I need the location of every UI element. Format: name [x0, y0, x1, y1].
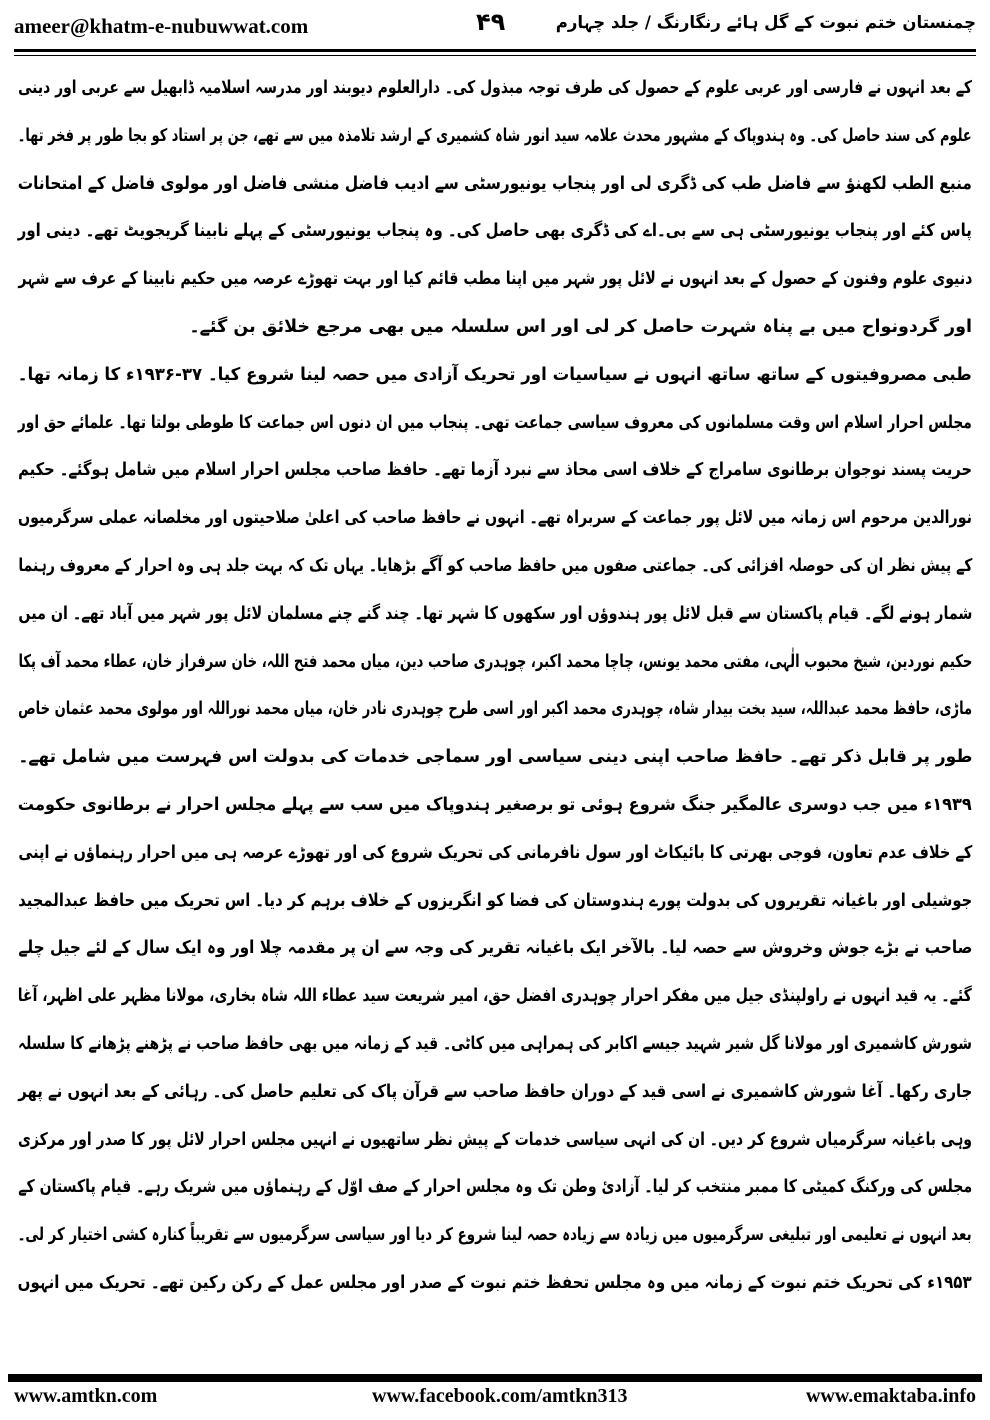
text-line: کے خلاف عدم تعاون، فوجی بھرتی کا بائیکاٹ اور سول نافرمانی کی تحریک شروع کی اور تھوڑے عرصہ ہی میں احرار رہنماؤں نے اپنی — [18, 842, 972, 863]
text-line-row — [18, 831, 972, 879]
text-line-row — [18, 448, 972, 496]
text-line: کے بعد انہوں نے فارسی اور عربی علوم کے حصول کی طرف توجہ مبذول کی۔ دارالعلوم دیوبند اور مدرسہ اسلامیہ ڈابھیل سے عربی اور دینی — [18, 78, 972, 98]
text-line: حریت پسند نوجوان برطانوی سامراج کے خلاف اسی محاذ سے نبرد آزما تھے۔ حافظ صاحب مجلس احرار اسلام میں شامل ہوگئے۔ حکیم — [18, 460, 972, 481]
text-line: ۱۹۳۹ء میں جب دوسری عالمگیر جنگ شروع ہوئی تو برصغیر ہندوپاک میں سب سے پہلے مجلس احرار نے برطانوی حکومت — [17, 794, 972, 815]
text-line: نورالدین مرحوم اس زمانہ میں لائل پور جماعت کے سربراہ تھے۔ انہوں نے حافظ صاحب کی اعلیٰ صلاحیتوں اور مخلصانہ عملی سرگرمیوں — [18, 508, 972, 529]
text-line-row — [18, 544, 972, 592]
footer-link-facebook[interactable]: www.facebook.com/amtkn313 — [372, 1385, 628, 1407]
text-line-row — [18, 974, 972, 1022]
text-line-row — [18, 257, 972, 305]
header-rule-thin — [14, 55, 976, 56]
footer-rule — [8, 1374, 982, 1382]
text-line: مجلس کی ورکنگ کمیٹی کا ممبر منتخب کر لیا۔ آزادئ وطن تک وہ مجلس احرار کے صف اوّل کے رہنماؤں میں شریک رہے۔ قیام پاکستان کے — [18, 1177, 972, 1198]
text-line: ماڑی، حافظ محمد عبداللہ، سید بخت بیدار شاہ، چوہدری محمد اکبر اور اسی طرح چوہدری نادر خان، میاں محمد نوراللہ اور مولوی محمد عثمان خاص — [17, 699, 972, 720]
text-line: جوشیلی اور باغیانہ تقریروں کی بدولت پورے ہندوستان کی فضا کو انگریزوں کے خلاف برہم کر دیا۔ اس تحریک میں حافظ عبدالمجید — [18, 890, 972, 911]
text-line: دنیوی علوم وفنون کے حصول کے بعد انہوں نے لائل پور شہر میں اپنا مطب قائم کیا اور بہت تھوڑے عرصہ میں حکیم نابینا کے عرف سے شہر — [17, 269, 972, 290]
book-title: چمنستان ختم نبوت کے گل ہائے رنگارنگ / جلد چہارم — [555, 13, 976, 33]
text-line-row — [18, 1213, 972, 1261]
header-email: ameer@khatm-e-nubuwwat.com — [14, 14, 309, 38]
text-line-row — [18, 687, 972, 735]
text-line-row — [18, 783, 972, 831]
text-line-row — [18, 1165, 972, 1213]
text-line: منبع الطب لکھنؤ سے فاضل طب کی ڈگری لی اور پنجاب یونیورسٹی سے ادیب فاضل منشی فاضل اور مولوی فاضل کے امتحانات — [17, 173, 972, 194]
text-line-row — [18, 1261, 972, 1309]
text-line-row — [18, 1070, 972, 1118]
text-line: جاری رکھا۔ آغا شورش کاشمیری نے اسی قید کے دوران حافظ صاحب سے قرآن پاک کی تعلیم حاصل کی۔ رہائی کے بعد انہوں نے پھر — [17, 1081, 972, 1102]
text-line: علوم کی سند حاصل کی۔ وہ ہندوپاک کے مشہور محدث علامہ سید انور شاہ کشمیری کے ارشد تلامذہ میں سے تھے، جن پر استاد کو بجا طور پر فخر تھا۔ — [18, 125, 972, 146]
text-line-row — [18, 353, 972, 401]
header-rule — [14, 49, 976, 52]
text-line: ۱۹۵۳ء کی تحریک ختم نبوت کے زمانہ میں وہ مجلس تحفظ ختم نبوت کے صدر اور مجلس عمل کے رکن رکین تھے۔ تحریک میں انہوں — [18, 1272, 972, 1293]
text-line-row — [18, 879, 972, 927]
text-line-row — [18, 735, 972, 783]
text-line: مجلس احرار اسلام اس وقت مسلمانوں کی معروف سیاسی جماعت تھی۔ پنجاب میں ان دنوں اس جماعت کا طوطی بولتا تھا۔ علمائے حق اور — [18, 412, 972, 433]
footer-link-emaktaba[interactable]: www.emaktaba.info — [805, 1385, 976, 1407]
text-line: حکیم نوردین، شیخ محبوب الٰہی، مفتی محمد یونس، چاچا محمد اکبر، چوہدری صاحب دین، میاں محمد فتح اللہ، خان سرفراز خان، عطاء محمد آف پکا — [18, 651, 972, 672]
text-line-row — [18, 496, 972, 544]
text-line: شورش کاشمیری اور مولانا گل شیر شہید جیسے اکابر کی ہمراہی میں کاٹی۔ قید کے زمانہ میں بھی حافظ صاحب نے پڑھنے پڑھانے کا سلسلہ — [18, 1033, 972, 1054]
text-line-row — [18, 209, 972, 257]
text-line: صاحب نے بڑے جوش وخروش سے حصہ لیا۔ بالآخر ایک باغیانہ تقریر کی وجہ سے ان پر مقدمہ چلا اور وہ ایک سال کے لئے جیل چلے — [17, 938, 972, 959]
text-line-row — [18, 926, 972, 974]
footer-link-amtkn[interactable]: www.amtkn.com — [14, 1385, 158, 1407]
text-line-row — [18, 66, 972, 114]
text-line-row — [18, 114, 972, 162]
page-number: ۴۹ — [476, 8, 506, 36]
text-line-row — [18, 401, 972, 449]
text-line: کے پیش نظر ان کی حوصلہ افزائی کی۔ جماعتی صفوں میں حافظ صاحب کو آگے بڑھایا۔ یہاں تک کہ بہت جلد ہی وہ احرار کے معروف رہنما — [17, 555, 972, 576]
text-line: بعد انہوں نے تعلیمی اور تبلیغی سرگرمیوں میں زیادہ سے زیادہ حصہ لینا شروع کر دیا اور سیاسی سرگرمیوں سے تقریباً کنارہ کشی اختیار کر لی۔ — [17, 1225, 972, 1246]
text-line: اور گردونواح میں بے پناہ شہرت حاصل کر لی اور اس سلسلہ میں بھی مرجع خلائق بن گئے۔ — [189, 316, 972, 337]
text-line: شمار ہونے لگے۔ قیام پاکستان سے قبل لائل پور ہندوؤں اور سکھوں کا شہر تھا۔ چند گنے چنے مسلمان لائل پور شہر میں آباد تھے۔ ان میں — [17, 603, 972, 624]
text-line-row — [18, 162, 972, 210]
text-line-row — [18, 640, 972, 688]
page-body — [18, 66, 972, 1309]
text-line: طور پر قابل ذکر تھے۔ حافظ صاحب اپنی دینی سیاسی اور سماجی خدمات کی بدولت اس فہرست میں شامل تھے۔ — [17, 747, 972, 768]
text-line: پاس کئے اور پنجاب یونیورسٹی ہی سے بی۔اے کی ڈگری بھی حاصل کی۔ وہ پنجاب یونیورسٹی کے پہلے نابینا گریجویٹ تھے۔ دینی اور — [17, 221, 972, 242]
text-line-row — [18, 1118, 972, 1166]
text-line: وہی باغیانہ سرگرمیاں شروع کر دیں۔ ان کی انہی سیاسی خدمات کے پیش نظر ساتھیوں نے انہیں مجلس احرار لائل پور کا صدر اور مرکزی — [17, 1129, 972, 1150]
text-line-row — [18, 592, 972, 640]
page-header — [14, 8, 976, 44]
text-line: طبی مصروفیتوں کے ساتھ ساتھ انہوں نے سیاسیات اور تحریک آزادی میں حصہ لینا شروع کیا۔ ۳۷-۱۹۳۶ء کا زمانہ تھا۔ — [17, 364, 972, 385]
text-line-row — [18, 305, 972, 353]
text-line-row — [18, 1022, 972, 1070]
text-line: گئے۔ یہ قید انہوں نے راولپنڈی جیل میں مفکر احرار چوہدری افضل حق، امیر شریعت سید عطاء اللہ شاہ بخاری، مولانا مظہر علی اظہر، آغا — [18, 986, 972, 1007]
